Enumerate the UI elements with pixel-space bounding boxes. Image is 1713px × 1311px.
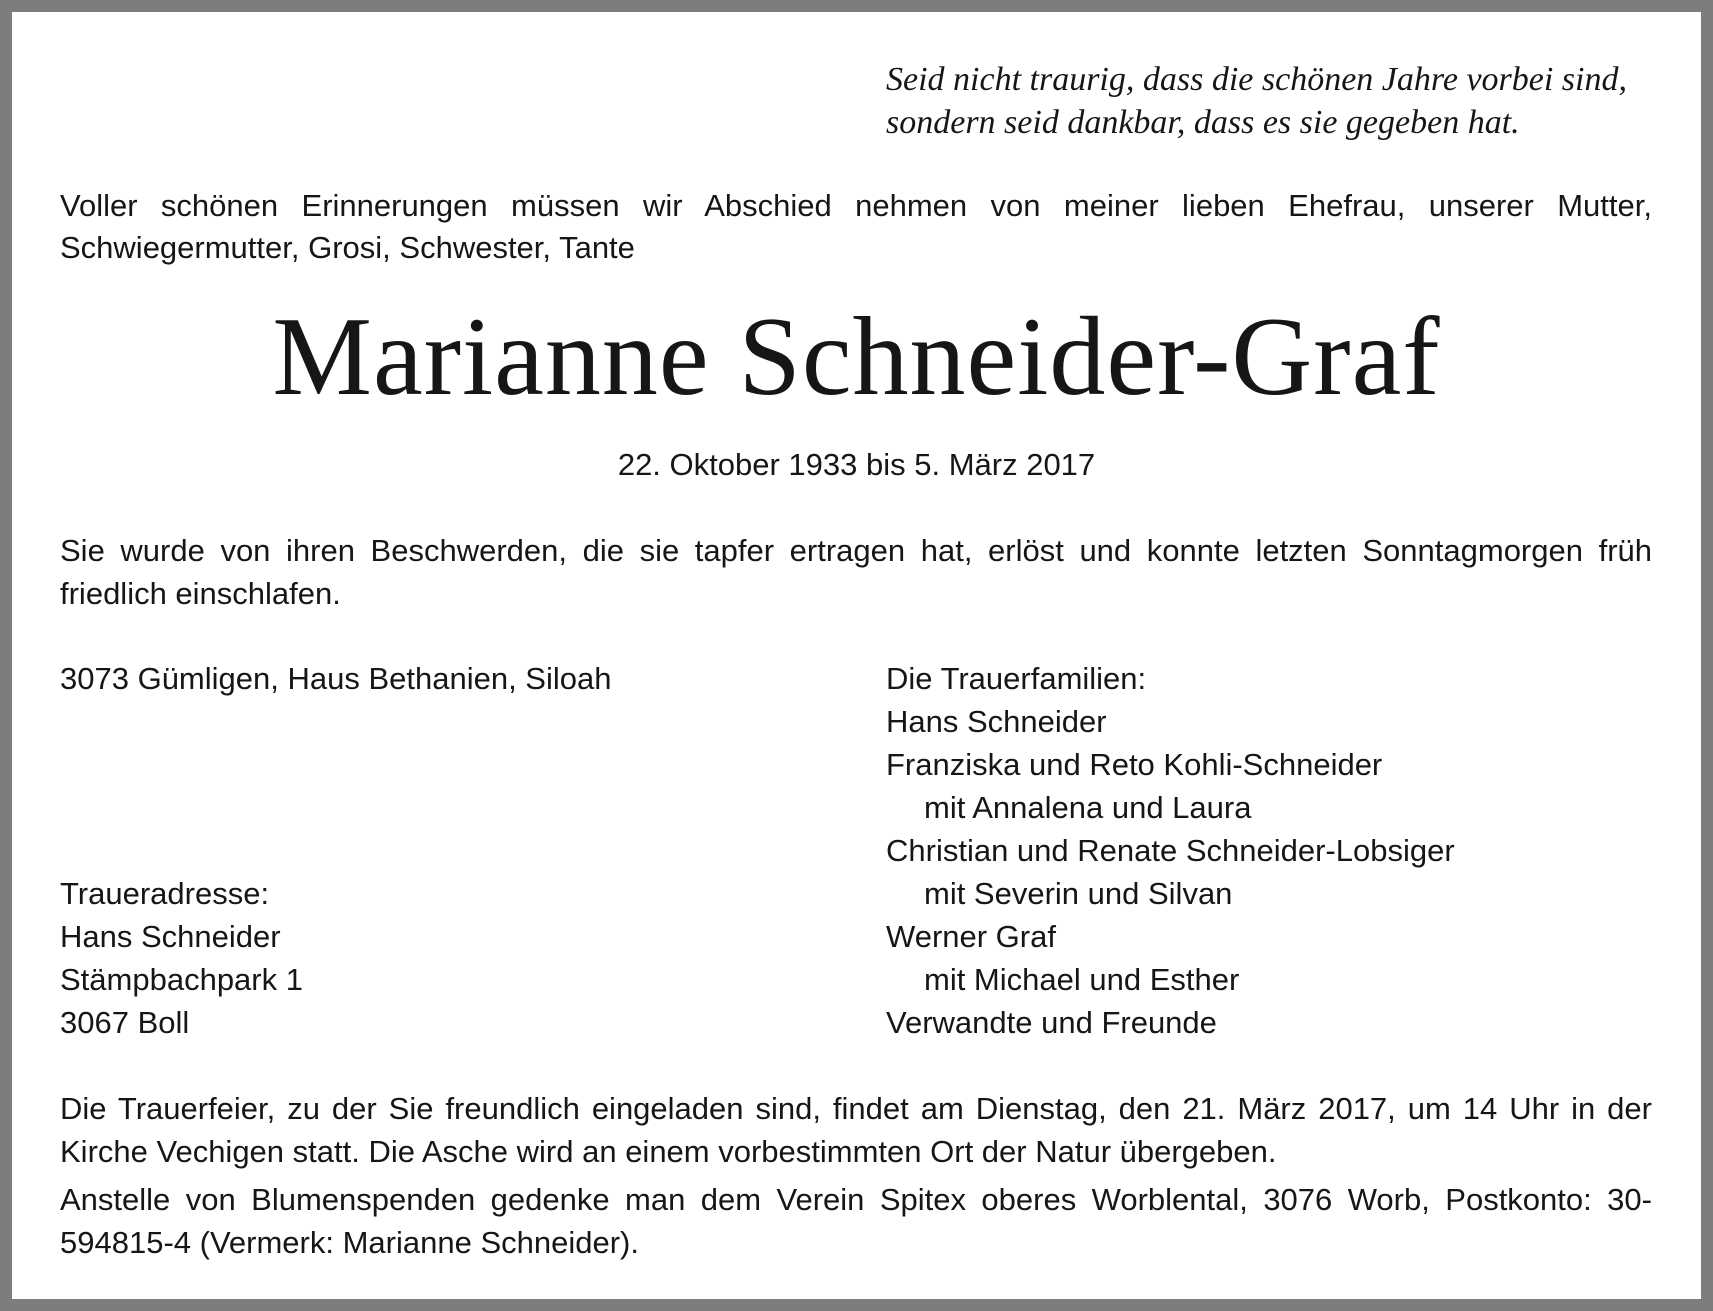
family-member: Verwandte und Freunde [886,1005,1217,1040]
obituary-notice [12,12,1701,1299]
residence-line: 3073 Gümligen, Haus Bethanien, Siloah [60,661,612,696]
residence-block [60,657,820,700]
address-city: 3067 Boll [60,1005,190,1040]
families-heading: Die Trauerfamilien: [886,661,1147,696]
family-member: Werner Graf [886,919,1056,954]
intro-paragraph: Voller schönen Erinnerungen müssen wir Abschied nehmen von meiner lieben Ehefrau, unserer Mutter, Schwiegermutter, Grosi, Schwester, Tante [60,188,1652,265]
motto-quote [886,58,1676,144]
family-member-children: mit Michael und Esther [924,962,1240,997]
family-member: Franziska und Reto Kohli-Schneider [886,747,1383,782]
address-name: Hans Schneider [60,919,281,954]
address-street: Stämpbachpark 1 [60,962,303,997]
mourning-families [886,657,1676,1044]
address-heading: Traueradresse: [60,876,270,911]
donation-paragraph: Anstelle von Blumenspenden gedenke man dem Verein Spitex oberes Worblental, 3076 Worb, Postkonto: 30-594815-4 (Vermerk: Marianne Schneider). [60,1182,1652,1260]
family-member-children: mit Annalena und Laura [924,790,1252,825]
motto-line-2: sondern seid dankbar, dass es sie gegeben hat. [886,104,1520,141]
mourning-address [60,872,820,1044]
motto-line-1: Seid nicht traurig, dass die schönen Jahre vorbei sind, [886,61,1627,98]
family-member-children: mit Severin und Silvan [924,876,1233,911]
deceased-name: Marianne Schneider-Graf [272,295,1441,419]
life-dates: 22. Oktober 1933 bis 5. März 2017 [617,447,1096,482]
family-member: Christian und Renate Schneider-Lobsiger [886,833,1455,868]
family-member: Hans Schneider [886,704,1107,739]
passing-paragraph: Sie wurde von ihren Beschwerden, die sie tapfer ertragen hat, erlöst und konnte letzten Sonntagmorgen früh friedlich einschlafen. [60,533,1652,611]
ceremony-paragraph: Die Trauerfeier, zu der Sie freundlich eingeladen sind, findet am Dienstag, den 21. März 2017, um 14 Uhr in der Kirche Vechigen statt. Die Asche wird an einem vorbestimmten Ort der Natur übergeben. [60,1091,1652,1169]
